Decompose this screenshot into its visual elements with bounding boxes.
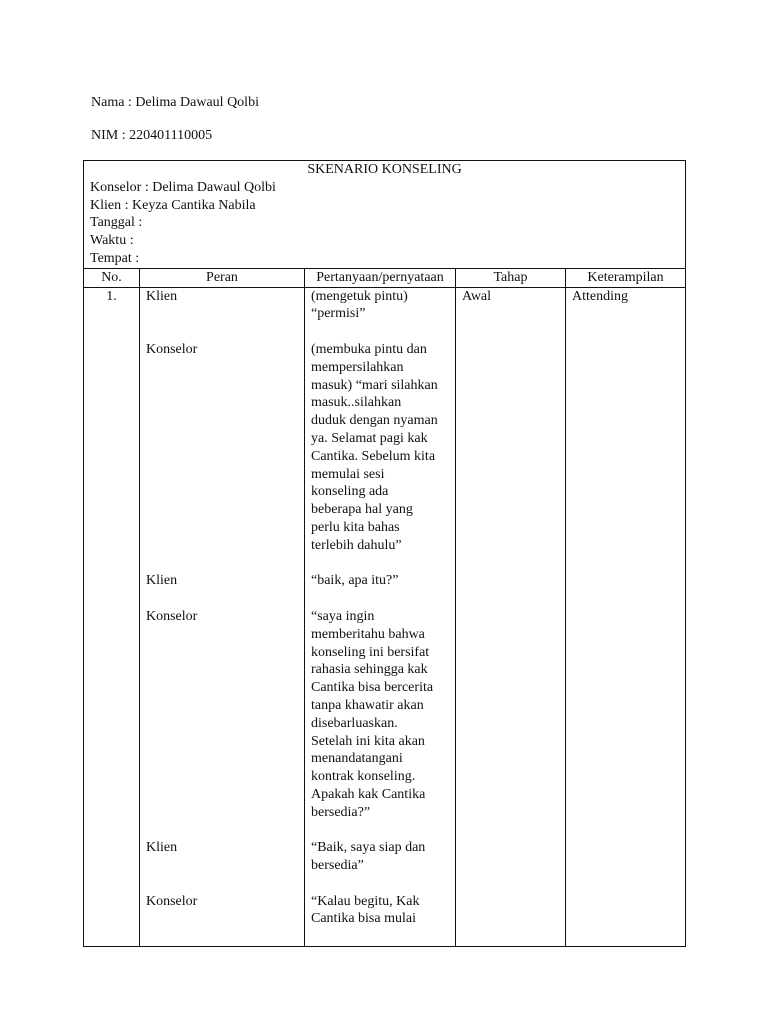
statement-line: konseling ini bersifat: [311, 644, 430, 660]
dialogue-role: Konselor: [146, 341, 198, 357]
info-waktu: Waktu :: [90, 233, 134, 249]
statement-line: memulai sesi: [311, 466, 385, 482]
table-row: [84, 287, 686, 947]
statement-line: Apakah kak Cantika: [311, 786, 426, 802]
dialogue-statement: [311, 572, 449, 590]
statement-line: rahasia sehingga kak: [311, 662, 428, 678]
statement-line: disebarluaskan.: [311, 715, 398, 731]
statement-line: masuk..silahkan: [311, 395, 402, 411]
dialogue-statement: [311, 608, 449, 822]
counseling-scenario-table: [83, 160, 686, 947]
statement-line: “saya ingin: [311, 608, 375, 624]
dialogue-statement: [311, 893, 449, 929]
statement-line: Setelah ini kita akan: [311, 733, 425, 749]
statement-line: “permisi”: [311, 306, 366, 322]
statement-line: Cantika bisa bercerita: [311, 680, 434, 696]
statement-line: masuk) “mari silahkan: [311, 377, 438, 393]
info-tempat: Tempat :: [90, 250, 140, 266]
dialogue-role: Klien: [146, 288, 178, 304]
statements-cell: [305, 287, 456, 947]
dialogue-statement: [311, 839, 449, 875]
statement-line: menandatangani: [311, 751, 403, 767]
row-number: 1.: [84, 287, 140, 947]
statement-line: (mengetuk pintu): [311, 288, 408, 304]
statement-line: perlu kita bahas: [311, 519, 400, 535]
dialogue-role: Klien: [146, 840, 178, 856]
statement-line: beberapa hal yang: [311, 502, 413, 518]
statement-line: memberitahu bahwa: [311, 626, 425, 642]
statement-line: Cantika bisa mulai: [311, 911, 416, 927]
statement-line: “Baik, saya siap dan: [311, 840, 426, 856]
info-klien: Klien : Keyza Cantika Nabila: [90, 197, 256, 213]
info-tanggal: Tanggal :: [90, 215, 143, 231]
statement-line: bersedia?”: [311, 804, 371, 820]
statement-line: “baik, apa itu?”: [311, 573, 399, 589]
statement-line: tanpa khawatir akan: [311, 697, 424, 713]
dialogue-role: Konselor: [146, 608, 198, 624]
table-title: SKENARIO KONSELING: [307, 162, 462, 177]
dialogue-role: Konselor: [146, 893, 198, 909]
dialogue-role: Klien: [146, 573, 178, 589]
statement-line: duduk dengan nyaman: [311, 413, 438, 429]
table-info-cell: [84, 161, 686, 269]
statement-line: mempersilahkan: [311, 359, 404, 375]
statement-line: ya. Selamat pagi kak: [311, 430, 428, 446]
column-header-no: No.: [84, 268, 140, 287]
column-header-pertanyaan: Pertanyaan/pernyataan: [305, 268, 456, 287]
statement-line: (membuka pintu dan: [311, 341, 427, 357]
column-header-peran: Peran: [140, 268, 305, 287]
info-konselor: Konselor : Delima Dawaul Qolbi: [90, 179, 276, 195]
student-id-line: NIM : 220401110005: [91, 128, 213, 143]
roles-cell: [140, 287, 305, 947]
statement-line: terlebih dahulu”: [311, 537, 402, 553]
column-header-tahap: Tahap: [456, 268, 566, 287]
dialogue-statement: [311, 341, 449, 555]
skill-cell: Attending: [566, 287, 686, 947]
student-name-line: Nama : Delima Dawaul Qolbi: [91, 95, 259, 110]
statement-line: bersedia”: [311, 858, 364, 874]
statement-line: “Kalau begitu, Kak: [311, 893, 420, 909]
column-header-keterampilan: Keterampilan: [566, 268, 686, 287]
statement-line: Cantika. Sebelum kita: [311, 448, 436, 464]
stage-cell: Awal: [456, 287, 566, 947]
dialogue-statement: [311, 288, 449, 324]
statement-line: kontrak konseling.: [311, 769, 416, 785]
statement-line: konseling ada: [311, 484, 389, 500]
